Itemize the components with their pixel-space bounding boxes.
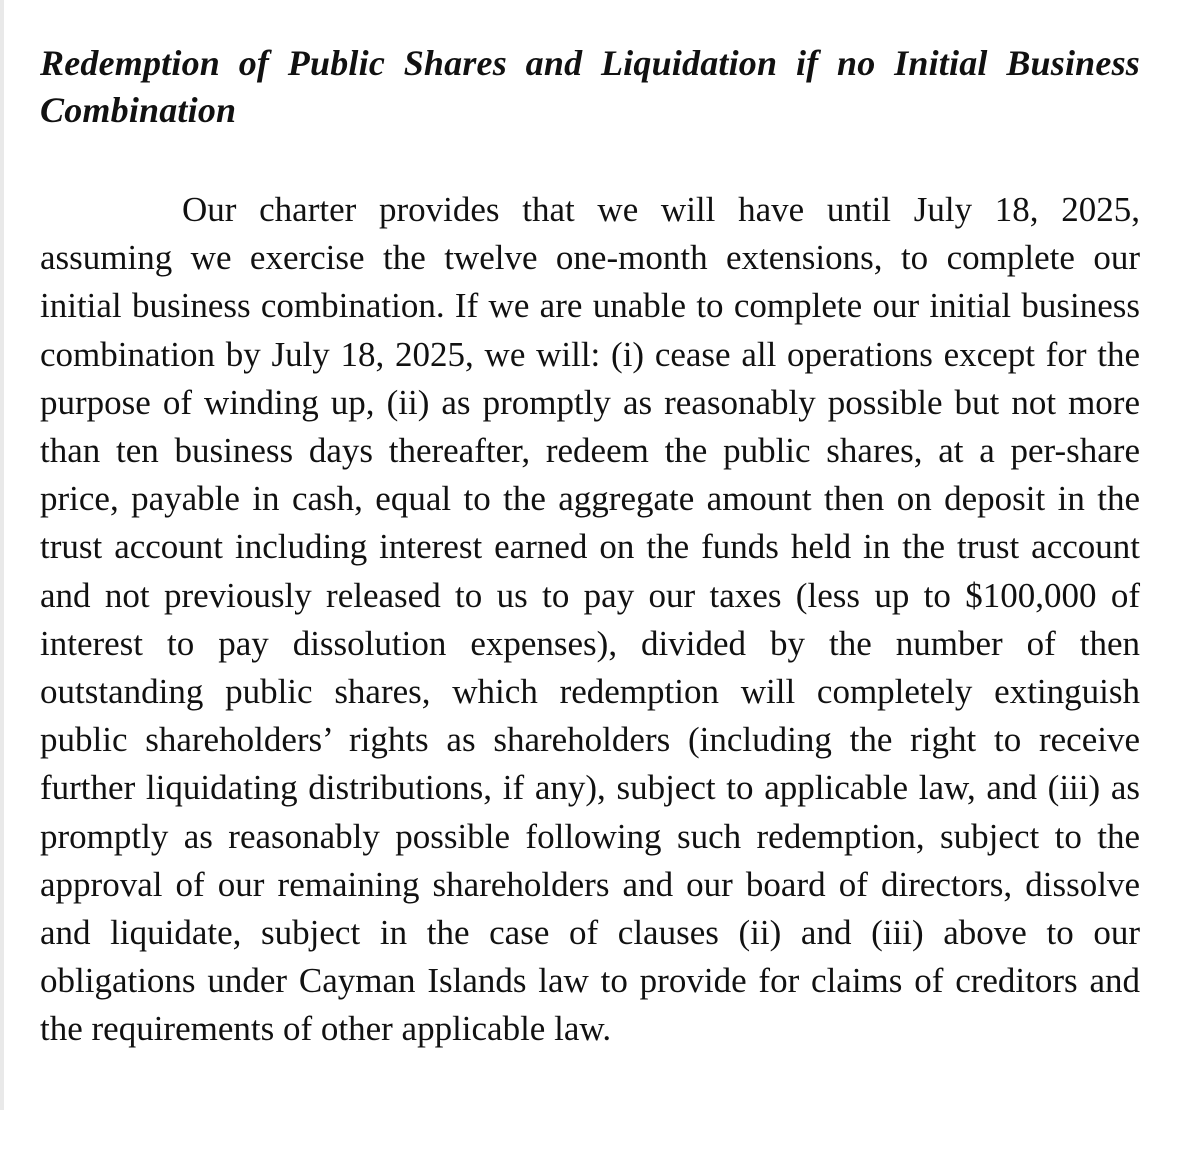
section-heading: Redemption of Public Shares and Liquidation if no Initial Business Combination — [40, 43, 1140, 130]
body-paragraph: Our charter provides that we will have until July 18, 2025, assuming we exercise the twelve one-month extensions, to complete our initial business combination. If we are unable to complete our initial business combination by July 18, 2025, we will: (i) cease all operations except for the purpose of winding up, (ii) as promptly as reasonably possible but not more than ten business days thereafter, redeem the public shares, at a per-share price, payable in cash, equal to the aggregate amount then on deposit in the trust account including interest earned on the funds held in the trust account and not previously released to us to pay our taxes (less up to $100,000 of interest to pay dissolution expenses), divided by the number of then outstanding public shares, which redemption will completely extinguish public shareholders’ rights as shareholders (including the right to receive further liquidating distributions, if any), subject to applicable law, and (iii) as promptly as reasonably possible following such redemption, subject to the approval of our remaining shareholders and our board of directors, dissolve and liquidate, subject in the case of clauses (ii) and (iii) above to our obligations under Cayman Islands law to provide for claims of creditors and the requirements of other applicable law. — [40, 190, 1140, 1049]
page-edge-divider — [0, 0, 4, 1110]
